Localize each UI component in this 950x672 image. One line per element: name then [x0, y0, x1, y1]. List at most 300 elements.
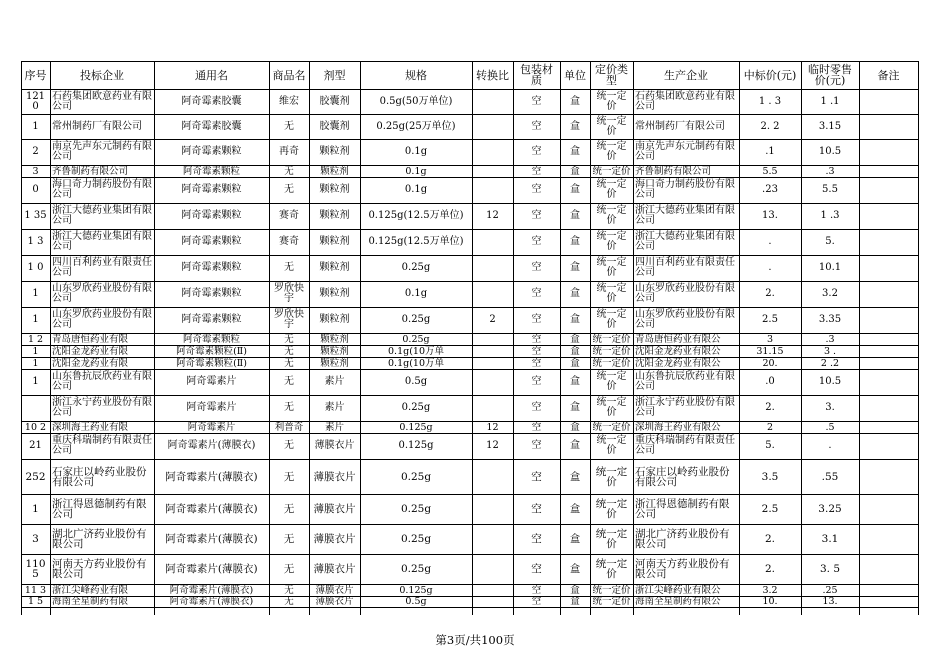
cell-pricing-type: 统一定价 [595, 465, 628, 488]
cell-dosage-form: 薄膜衣片 [313, 470, 356, 483]
cell-bid-price: .0 [765, 376, 775, 387]
cell-generic-name: 阿奇霉素颗粒 [181, 288, 242, 299]
cell-retail-price: 10.5 [818, 376, 842, 387]
cell-bidder: 深圳海王药业有限 [52, 421, 129, 433]
cell-brand: 无 [284, 184, 294, 195]
cell-dosage-form: 颗粒剂 [319, 288, 350, 299]
header-bidder: 投标企业 [80, 68, 124, 82]
cell-retail-price: 10.5 [818, 146, 842, 157]
cell-spec: 0.25g(25万单位) [376, 120, 456, 132]
cell-spec: 0.25g [401, 402, 431, 413]
cell-bidder: 海口奇力制药股份有限公司 [52, 179, 152, 200]
cell-bidder: 南京先声东元制药有限公司 [52, 141, 152, 162]
cell-unit: 盒 [570, 584, 580, 596]
cell-spec: 0.125g [399, 421, 433, 433]
cell-packaging: 空 [531, 262, 542, 273]
cell-brand: 无 [284, 120, 294, 132]
cell-ratio [472, 395, 513, 421]
cell-ratio: 2 [489, 314, 496, 325]
cell-retail-price: . [828, 440, 832, 451]
cell-generic-name: 阿奇霉素颗粒(Ⅱ) [176, 357, 247, 369]
header-packaging: 包装材质 [520, 63, 553, 87]
cell-ratio [472, 333, 513, 345]
cell-bid-price: 2. [764, 533, 776, 545]
cell-pricing-type: 统一定价 [592, 165, 631, 177]
cell-brand: 无 [284, 596, 294, 607]
cell-pricing-type: 统一定价 [595, 558, 628, 580]
cell-bid-price: .23 [762, 184, 778, 195]
cell-generic-name: 阿奇霉素颗粒 [181, 184, 242, 195]
cell-ratio [472, 524, 513, 554]
cell-ratio [472, 165, 513, 177]
cell-retail-price: .25 [822, 584, 838, 596]
cell-bid-price: 2.5 [761, 503, 779, 515]
cell-manufacturer: 沈阳金龙药业有限公 [635, 345, 721, 357]
cell-unit: 盒 [569, 470, 581, 483]
cell-seq: 11 3 [24, 584, 47, 596]
header-pricing-type: 定价类型 [595, 63, 628, 87]
cell-bid-price: 1 . 3 [758, 95, 782, 107]
cell-remark [859, 229, 918, 255]
cell-dosage-form: 颗粒剂 [320, 345, 349, 357]
cell-pricing-type: 统一定价 [596, 231, 627, 252]
cell-generic-name: 阿奇霉素胶囊 [181, 120, 242, 132]
cell-spec: 0.25g [400, 563, 432, 575]
cell-bidder: 浙江永宁药业股份有限公司 [52, 397, 152, 418]
cell-spec: 0.25g [400, 470, 432, 483]
cell-spec: 0.25g [402, 333, 430, 345]
cell-packaging: 空 [531, 376, 542, 387]
cell-seq: 1 2 [27, 333, 44, 345]
cell-unit: 盒 [570, 288, 580, 299]
cell-manufacturer: 青岛唐恒药业有限公 [635, 333, 721, 345]
cell-spec: 0.1g(10万单 [388, 345, 444, 357]
cell-remark [859, 345, 918, 357]
cell-pricing-type: 统一定价 [596, 309, 627, 330]
cell-retail-price: 3.2 [822, 288, 838, 299]
cell-bid-price: 3 [766, 333, 774, 345]
cell-dosage-form: 薄膜衣片 [313, 503, 356, 515]
cell-bid-price: 5. [765, 440, 775, 451]
cell-bidder: 山东罗欣药业股份有限公司 [52, 309, 152, 330]
cell-packaging: 空 [531, 357, 542, 369]
cell-retail-price: .55 [821, 470, 839, 483]
cell-ratio [472, 494, 513, 524]
cell-spec: 0.25g [401, 262, 431, 273]
cell-brand: 无 [284, 345, 294, 357]
cell-unit: 盒 [570, 596, 580, 607]
cell-manufacturer: 重庆科瑞制药有限责任公司 [635, 435, 735, 456]
cell-bid-price: 13. [762, 210, 778, 221]
cell-manufacturer: 山东罗欣药业股份有限公司 [635, 309, 735, 330]
cell-ratio [472, 177, 513, 203]
cell-generic-name: 阿奇霉素颗粒 [182, 333, 240, 345]
cell-seq: 1 35 [24, 210, 47, 221]
cell-retail-price: 3.25 [818, 503, 842, 515]
cell-pricing-type: 统一定价 [596, 435, 627, 456]
cell-pricing-type: 统一定价 [596, 283, 627, 304]
cell-brand: 无 [284, 262, 294, 273]
cell-unit: 盒 [570, 333, 580, 345]
cell-remark [859, 177, 918, 203]
cell-unit: 盒 [570, 95, 580, 107]
cell-packaging: 空 [531, 533, 542, 545]
cell-seq: 1 [32, 288, 39, 299]
cell-retail-price: 3. [825, 402, 835, 413]
cell-remark [859, 281, 918, 307]
cell-spec: 0.25g [400, 503, 432, 515]
cell-manufacturer: 湖北广济药业股份有限公司 [635, 528, 730, 550]
cell-pricing-type: 统一定价 [596, 371, 627, 392]
cell-manufacturer: 海南全星制药有限公 [635, 596, 721, 607]
cell-dosage-form: 颗粒剂 [319, 236, 350, 247]
pricing-table [21, 61, 918, 615]
cell-manufacturer: 河南天方药业股份有限公司 [635, 558, 730, 580]
header-brand: 商品名 [272, 68, 306, 82]
cell-retail-price: .3 [825, 333, 835, 345]
cell-pricing-type: 统一定价 [596, 257, 627, 278]
cell-packaging: 空 [531, 584, 542, 596]
cell-bidder: 石家庄以岭药业股份有限公司 [52, 465, 147, 488]
cell-retail-price: .3 [825, 165, 835, 177]
cell-dosage-form: 颗粒剂 [319, 210, 350, 221]
cell-pricing-type: 统一定价 [596, 205, 627, 226]
cell-bidder: 浙江大德药业集团有限公司 [52, 205, 152, 226]
cell-generic-name: 阿奇霉素颗粒 [181, 146, 242, 157]
cell-unit: 盒 [569, 503, 581, 515]
cell-dosage-form: 素片 [324, 376, 345, 387]
cell-generic-name: 阿奇霉素颗粒 [181, 236, 242, 247]
cell-bidder: 沈阳金龙药业有限 [52, 345, 129, 357]
cell-packaging: 空 [531, 120, 542, 132]
cell-pricing-type: 统一定价 [595, 528, 628, 550]
cell-manufacturer: 山东罗欣药业股份有限公司 [635, 283, 735, 304]
cell-unit: 盒 [570, 402, 580, 413]
cell-ratio [472, 584, 513, 596]
cell-ratio [472, 139, 513, 165]
cell-remark [859, 596, 918, 607]
cell-spec: 0.125g(12.5万单位) [368, 236, 464, 247]
cell-ratio [472, 114, 513, 139]
cell-bid-price: . [768, 262, 772, 273]
cell-pricing-type: 统一定价 [596, 397, 627, 418]
cell-retail-price: .5 [825, 421, 835, 433]
cell-manufacturer: 南京先声东元制药有限公司 [635, 141, 735, 162]
cell-seq: 1 [32, 314, 39, 325]
cell-remark [859, 333, 918, 345]
cell-manufacturer: 海口奇力制药股份有限公司 [635, 179, 735, 200]
header-retail-price: 临时零售价(元) [808, 63, 852, 87]
cell-bid-price: 10. [762, 596, 778, 607]
cell-seq: 10 2 [24, 421, 47, 433]
cell-generic-name: 阿奇霉素片(薄膜衣) [165, 470, 258, 483]
grid-line [21, 607, 918, 608]
cell-brand: 无 [284, 402, 294, 413]
cell-pricing-type: 统一定价 [592, 333, 631, 345]
cell-ratio [472, 229, 513, 255]
cell-bid-price: 20. [762, 357, 778, 369]
cell-brand: 赛奇 [279, 236, 299, 247]
cell-retail-price: 1 .1 [820, 95, 840, 107]
cell-generic-name: 阿奇霉素片(薄膜衣) [165, 563, 258, 575]
cell-bidder: 河南天方药业股份有限公司 [52, 558, 147, 580]
cell-bid-price: 31.15 [756, 345, 784, 357]
cell-bid-price: 2. [764, 563, 776, 575]
cell-brand: 罗欣快宇 [274, 309, 304, 330]
cell-manufacturer: 深圳海王药业有限公 [635, 421, 721, 433]
cell-bid-price: 2.5 [762, 314, 778, 325]
cell-brand: 再奇 [279, 146, 299, 157]
cell-bidder: 石药集团欧意药业有限公司 [52, 90, 152, 112]
cell-packaging: 空 [531, 345, 542, 357]
cell-seq: 1 [32, 503, 39, 515]
cell-generic-name: 阿奇霉素颗粒 [181, 314, 242, 325]
cell-generic-name: 阿奇霉素片(薄膜衣) [169, 584, 254, 596]
cell-bidder: 湖北广济药业股份有限公司 [52, 528, 147, 550]
page-number: 第3页/共100页 [435, 633, 515, 647]
cell-ratio: 12 [486, 421, 499, 433]
cell-spec: 0.1g [404, 146, 428, 157]
cell-brand: 无 [283, 503, 295, 515]
cell-brand: 无 [284, 357, 294, 369]
cell-brand: 赛奇 [279, 210, 299, 221]
cell-unit: 盒 [570, 421, 580, 433]
cell-pricing-type: 统一定价 [592, 345, 631, 357]
cell-bidder: 沈阳金龙药业有限 [52, 357, 129, 369]
cell-packaging: 空 [531, 146, 542, 157]
grid-line [918, 61, 919, 615]
cell-manufacturer: 山东鲁抗辰欣药业有限公司 [635, 371, 735, 392]
cell-generic-name: 阿奇霉素片(薄膜衣) [169, 596, 254, 607]
cell-seq: 1210 [25, 90, 46, 112]
cell-brand: 无 [284, 440, 294, 451]
cell-remark [859, 395, 918, 421]
cell-spec: 0.125g [398, 440, 434, 451]
cell-spec: 0.125g [399, 584, 433, 596]
cell-remark [859, 114, 918, 139]
header-spec: 规格 [405, 68, 427, 82]
cell-ratio [472, 255, 513, 281]
cell-unit: 盒 [570, 146, 580, 157]
cell-unit: 盒 [570, 314, 580, 325]
cell-bid-price: 5.5 [762, 165, 778, 177]
cell-spec: 0.25g [400, 533, 432, 545]
cell-manufacturer: 常州制药厂有限公司 [635, 120, 725, 132]
cell-unit: 盒 [570, 120, 580, 132]
cell-retail-price: 3.1 [821, 533, 839, 545]
cell-pricing-type: 统一定价 [592, 596, 631, 607]
cell-brand: 无 [284, 333, 294, 345]
cell-pricing-type: 统一定价 [592, 357, 631, 369]
cell-retail-price: 5. [825, 236, 835, 247]
cell-unit: 盒 [569, 533, 581, 545]
cell-ratio [472, 345, 513, 357]
cell-pricing-type: 统一定价 [596, 179, 627, 200]
cell-bidder: 浙江大德药业集团有限公司 [52, 231, 152, 252]
cell-seq: 252 [25, 470, 46, 483]
cell-dosage-form: 颗粒剂 [319, 262, 350, 273]
cell-dosage-form: 颗粒剂 [320, 357, 349, 369]
cell-bidder: 齐鲁制药有限公司 [52, 165, 129, 177]
cell-seq: 1 [32, 376, 39, 387]
cell-remark [859, 89, 918, 114]
cell-packaging: 空 [531, 440, 542, 451]
cell-generic-name: 阿奇霉素胶囊 [181, 95, 242, 107]
cell-retail-price: 1 .3 [820, 210, 840, 221]
cell-manufacturer: 浙江永宁药业股份有限公司 [635, 397, 735, 418]
cell-dosage-form: 薄膜衣片 [314, 440, 355, 451]
cell-ratio [472, 369, 513, 395]
cell-bid-price: 3.5 [761, 470, 779, 483]
cell-packaging: 空 [531, 402, 542, 413]
cell-generic-name: 阿奇霉素片(薄膜衣) [167, 440, 256, 451]
cell-manufacturer: 石家庄以岭药业股份有限公司 [635, 465, 730, 488]
cell-remark [859, 494, 918, 524]
cell-unit: 盒 [570, 165, 580, 177]
cell-spec: 0.125g(12.5万单位) [368, 210, 464, 221]
cell-bidder: 山东罗欣药业股份有限公司 [52, 283, 152, 304]
cell-dosage-form: 胶囊剂 [319, 120, 350, 132]
cell-unit: 盒 [569, 563, 581, 575]
cell-retail-price: 2 .2 [820, 357, 840, 369]
cell-spec: 0.5g [405, 596, 427, 607]
cell-brand: 无 [284, 165, 294, 177]
cell-spec: 0.1g(10万单 [388, 357, 444, 369]
cell-ratio [472, 554, 513, 584]
cell-bidder: 四川百利药业有限责任公司 [52, 257, 152, 278]
cell-pricing-type: 统一定价 [596, 141, 627, 162]
header-bid-price: 中标价(元) [743, 68, 797, 82]
cell-packaging: 空 [531, 184, 542, 195]
cell-remark [859, 554, 918, 584]
cell-ratio: 12 [486, 440, 499, 451]
cell-generic-name: 阿奇霉素片 [186, 376, 237, 387]
cell-brand: 无 [283, 563, 295, 575]
cell-bidder: 常州制药厂有限公司 [52, 120, 142, 132]
cell-dosage-form: 颗粒剂 [320, 165, 349, 177]
cell-ratio: 12 [486, 210, 499, 221]
cell-pricing-type: 统一定价 [592, 584, 631, 596]
cell-generic-name: 阿奇霉素片(薄膜衣) [165, 533, 258, 545]
cell-spec: 0.1g [404, 184, 428, 195]
cell-retail-price: 3 . [823, 345, 837, 357]
cell-dosage-form: 颗粒剂 [319, 314, 350, 325]
cell-manufacturer: 四川百利药业有限责任公司 [635, 257, 735, 278]
cell-generic-name: 阿奇霉素颗粒(Ⅱ) [176, 345, 247, 357]
cell-spec: 0.25g [401, 314, 431, 325]
header-seq: 序号 [24, 68, 47, 82]
cell-pricing-type: 统一定价 [596, 90, 627, 112]
cell-seq: 3 [32, 165, 39, 177]
cell-retail-price: 5.5 [822, 184, 838, 195]
cell-bid-price: 2. [765, 402, 775, 413]
cell-packaging: 空 [531, 314, 542, 325]
cell-remark [859, 139, 918, 165]
cell-seq: 1 [32, 345, 39, 357]
header-remark: 备注 [877, 68, 900, 82]
cell-remark [859, 369, 918, 395]
cell-dosage-form: 胶囊剂 [319, 95, 350, 107]
cell-generic-name: 阿奇霉素颗粒 [181, 262, 242, 273]
cell-brand: 维宏 [279, 95, 299, 107]
cell-ratio [472, 459, 513, 494]
cell-dosage-form: 薄膜衣片 [315, 596, 354, 607]
cell-packaging: 空 [531, 210, 542, 221]
cell-unit: 盒 [570, 345, 580, 357]
header-dosage-form: 剂型 [323, 68, 346, 82]
cell-spec: 0.1g [405, 165, 427, 177]
cell-unit: 盒 [570, 210, 580, 221]
cell-packaging: 空 [531, 95, 542, 107]
cell-ratio [472, 281, 513, 307]
cell-brand: 无 [284, 376, 294, 387]
cell-bidder: 重庆科瑞制药有限责任公司 [52, 435, 152, 456]
cell-seq: 1 0 [27, 262, 44, 273]
cell-unit: 盒 [570, 440, 580, 451]
cell-remark [859, 584, 918, 596]
cell-bidder: 海南全星制药有限 [52, 596, 129, 607]
cell-seq: 1 [32, 357, 39, 369]
header-unit: 单位 [564, 68, 586, 82]
cell-dosage-form: 颗粒剂 [319, 184, 350, 195]
cell-dosage-form: 素片 [324, 421, 344, 433]
cell-packaging: 空 [531, 563, 542, 575]
cell-spec: 0.5g [404, 376, 428, 387]
cell-packaging: 空 [531, 596, 542, 607]
cell-brand: 罗欣快宇 [274, 283, 304, 304]
cell-brand: 无 [283, 533, 295, 545]
header-manufacturer: 生产企业 [664, 68, 708, 82]
cell-ratio [472, 89, 513, 114]
cell-spec: 0.5g(50万单位) [379, 95, 453, 107]
cell-packaging: 空 [531, 421, 542, 433]
cell-seq: 1 5 [27, 596, 44, 607]
cell-seq [21, 395, 50, 421]
cell-unit: 盒 [570, 262, 580, 273]
cell-bid-price: 2 [766, 421, 774, 433]
cell-remark [859, 165, 918, 177]
cell-manufacturer: 浙江得恩德制药有限公司 [635, 498, 730, 520]
cell-pricing-type: 统一定价 [592, 421, 631, 433]
cell-retail-price: 13. [822, 596, 838, 607]
cell-seq: 21 [29, 440, 42, 451]
cell-bidder: 浙江尖峰药业有限 [52, 584, 129, 596]
cell-retail-price: 3.15 [818, 120, 842, 132]
cell-pricing-type: 统一定价 [595, 498, 628, 520]
cell-seq: 1 [32, 120, 39, 132]
cell-dosage-form: 素片 [324, 402, 345, 413]
cell-bid-price: 2. [765, 288, 775, 299]
cell-dosage-form: 薄膜衣片 [313, 563, 356, 575]
cell-spec: 0.1g [404, 288, 428, 299]
cell-unit: 盒 [570, 376, 580, 387]
cell-dosage-form: 颗粒剂 [320, 333, 349, 345]
cell-packaging: 空 [531, 470, 542, 483]
cell-retail-price: 3.35 [818, 314, 842, 325]
cell-brand: 利普奇 [274, 421, 304, 433]
cell-remark [859, 524, 918, 554]
cell-packaging: 空 [531, 236, 542, 247]
cell-retail-price: 10.1 [818, 262, 842, 273]
cell-manufacturer: 沈阳金龙药业有限公 [635, 357, 721, 369]
cell-manufacturer: 浙江大德药业集团有限公司 [635, 205, 735, 226]
cell-remark [859, 459, 918, 494]
cell-bid-price: 3.2 [762, 584, 778, 596]
cell-packaging: 空 [531, 288, 542, 299]
cell-bidder: 浙江得恩德制药有限公司 [52, 498, 147, 520]
cell-generic-name: 阿奇霉素颗粒 [182, 165, 240, 177]
cell-generic-name: 阿奇霉素片 [186, 402, 237, 413]
